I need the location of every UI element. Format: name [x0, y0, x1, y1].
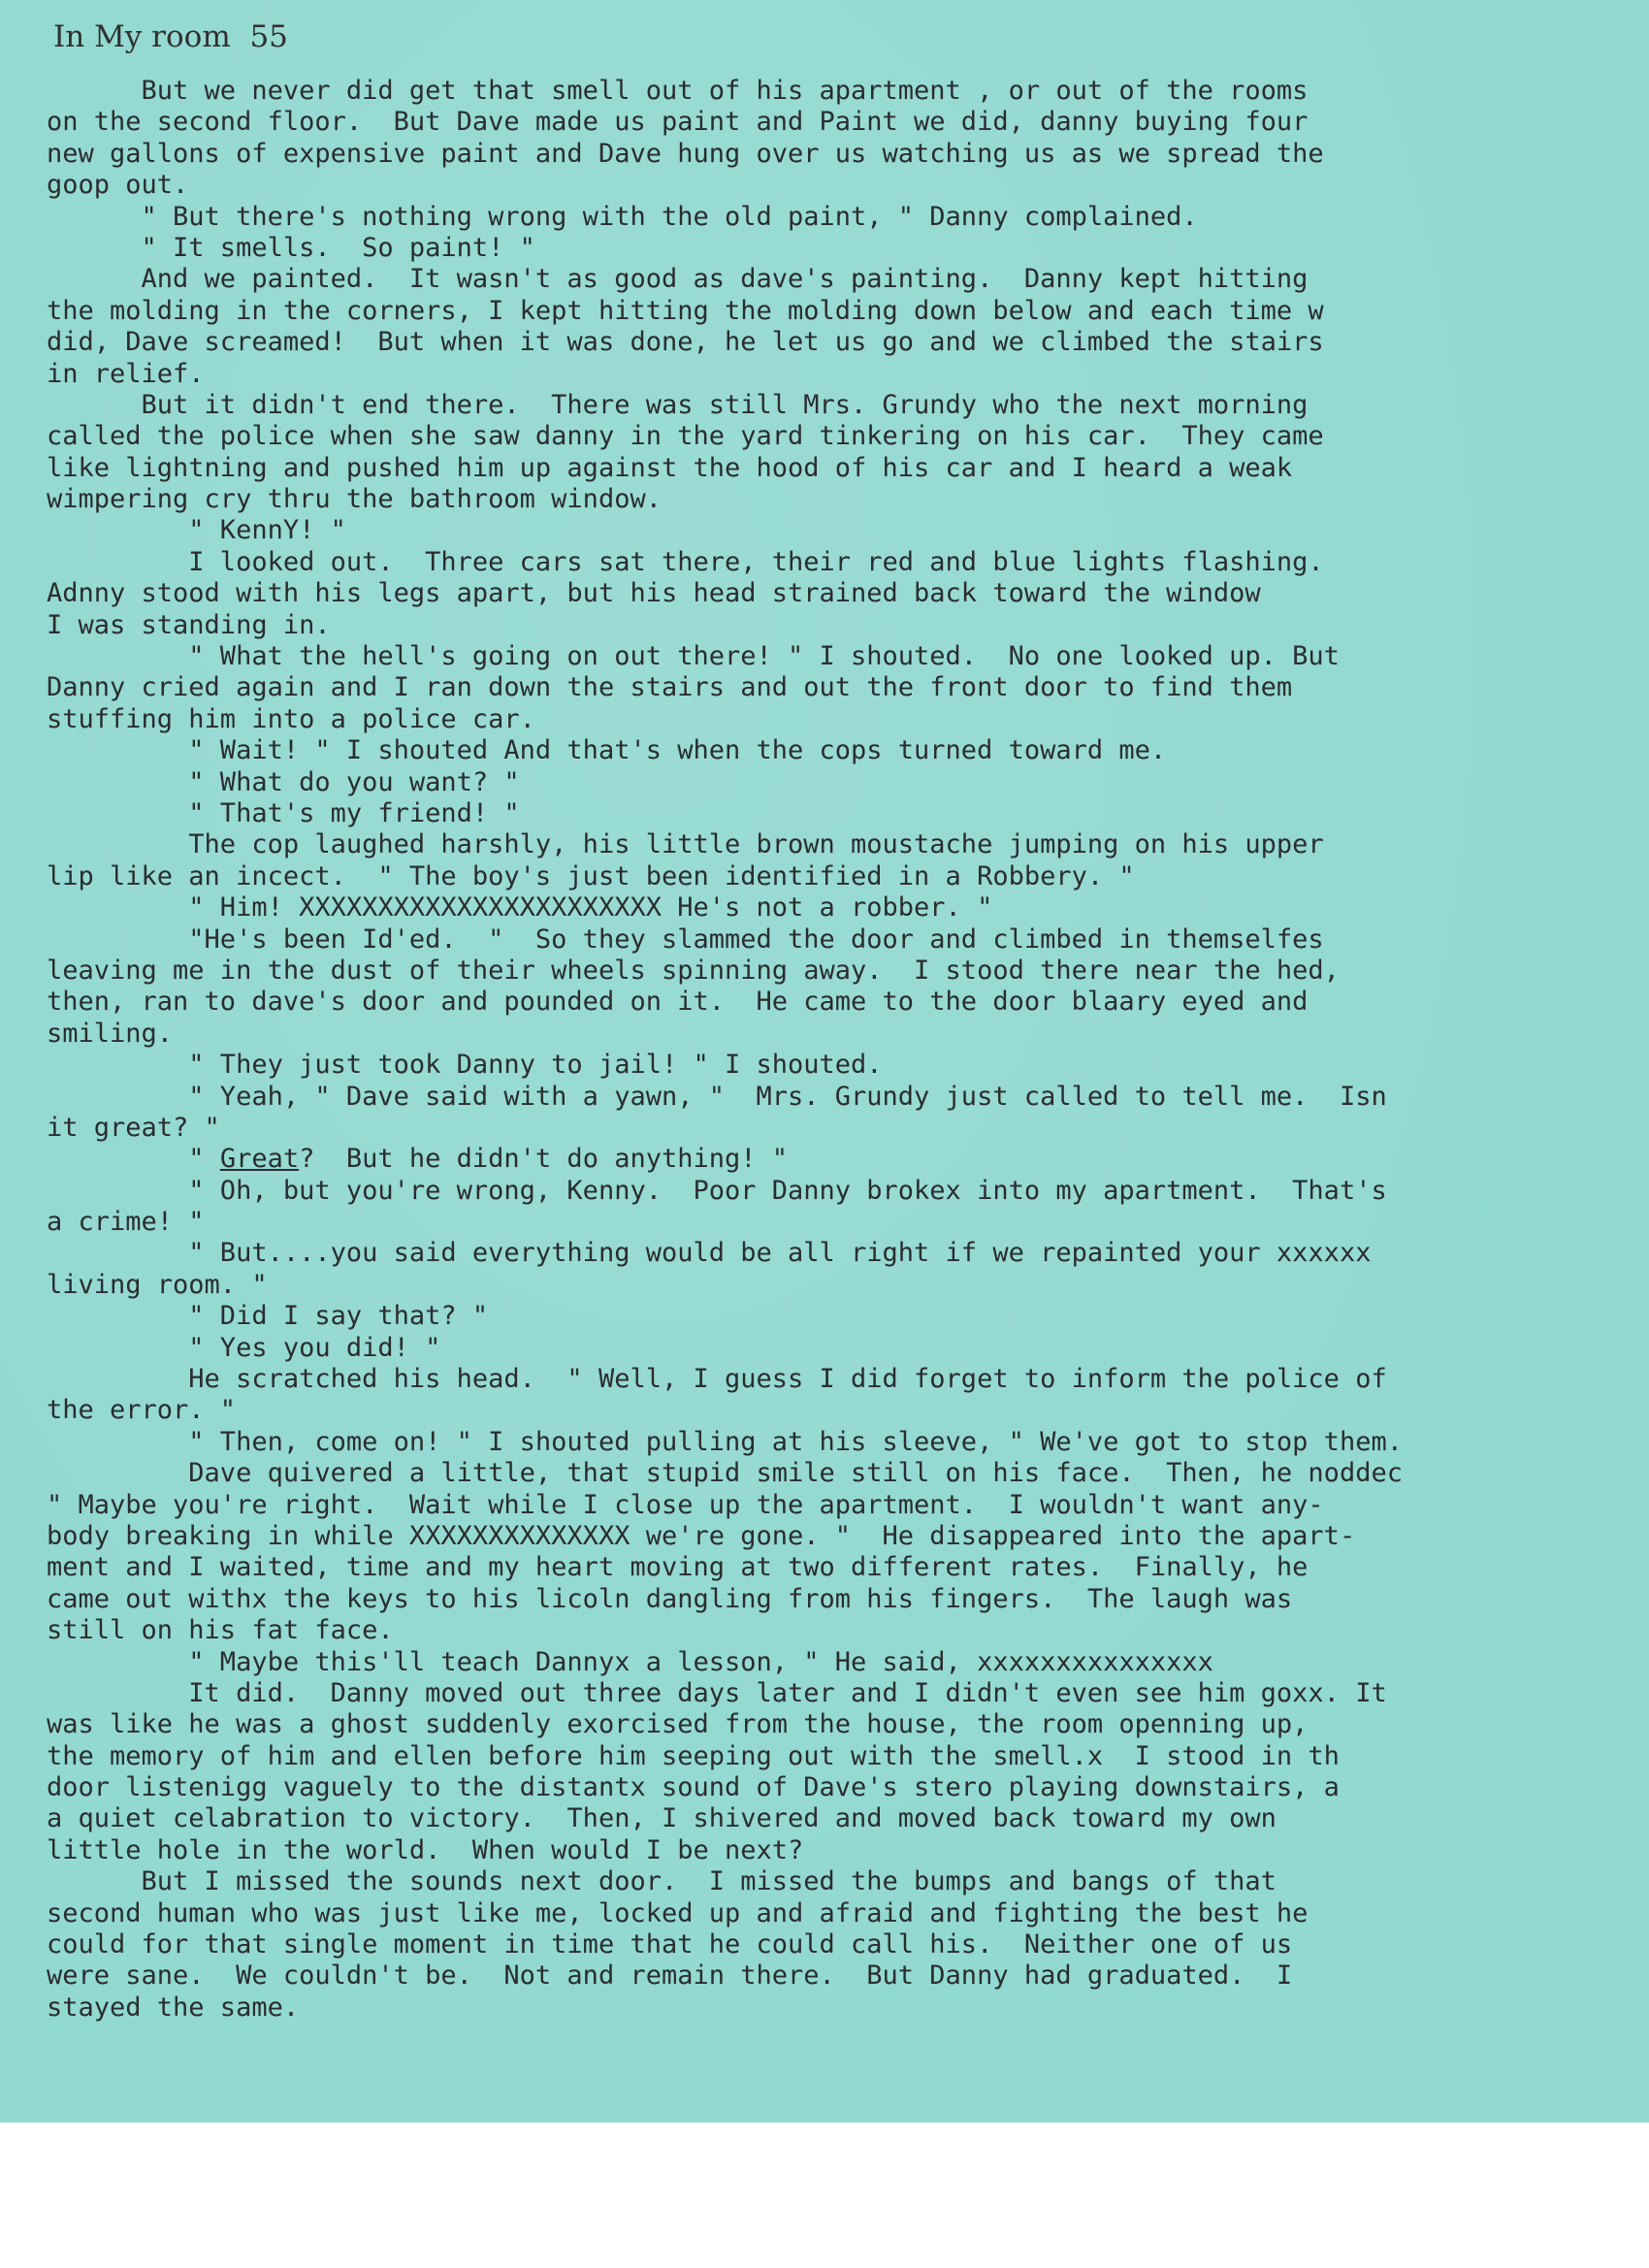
text-line: then, ran to dave's door and pounded on it. He came to the door blaary eyed and — [47, 987, 1309, 1018]
text-line: "He's been Id'ed. " So they slammed the door and climbed in themselfes — [47, 923, 1324, 955]
text-line: was like he was a ghost suddenly exorcised from the house, the room openning up, — [47, 1709, 1309, 1740]
text-line: But it didn't end there. There was still Mrs. Grundy who the next morning — [47, 389, 1309, 420]
text-line: Adnny stood with his legs apart, but his head strained back toward the window — [47, 578, 1261, 609]
text-line: But we never did get that smell out of his apartment , or out of the rooms — [47, 76, 1309, 106]
text-line: I looked out. Three cars sat there, their red and blue lights flashing. — [47, 546, 1324, 577]
text-line: " Him! XXXXXXXXXXXXXXXXXXXXXXX He's not a robber. " — [47, 892, 993, 923]
text-line: " Wait! " I shouted And that's when the cops turned toward me. — [47, 735, 1167, 766]
text-line: the memory of him and ellen before him seeping out with the smell.x I stood in th — [47, 1740, 1340, 1771]
text-line: a crime! " — [47, 1207, 205, 1238]
text-line: like lightning and pushed him up against the hood of his car and I heard a weak — [47, 452, 1293, 483]
text-line: lip like an incect. " The boy's just been identified in a Robbery. " — [47, 860, 1135, 891]
text-line: stuffing him into a police car. — [47, 703, 535, 734]
underlined-word: Great — [219, 1144, 300, 1175]
text-line: " What the hell's going on out there! " I shouted. No one looked up. But — [47, 641, 1340, 672]
text-line: body breaking in while XXXXXXXXXXXXXX we're gone. " He disappeared into the apart- — [47, 1520, 1356, 1551]
text-line: " Maybe you're right. Wait while I close up the apartment. I wouldn't want any- — [47, 1489, 1324, 1520]
text-line: stayed the same. — [47, 1992, 300, 2023]
text-line: goop out. — [47, 170, 189, 201]
text-line: The cop laughed harshly, his little brown moustache jumping on his upper — [47, 829, 1324, 860]
text-line: new gallons of expensive paint and Dave hung over us watching us as we spread the — [47, 138, 1324, 169]
page-body — [47, 76, 1649, 2024]
text-line: called the police when she saw danny in the yard tinkering on his car. They came — [47, 421, 1324, 452]
text-line: it great? " — [47, 1112, 220, 1143]
text-line: " But....you said everything would be all right if we repainted your xxxxxx — [47, 1238, 1372, 1269]
text-line: ment and I waited, time and my heart moving at two different rates. Finally, he — [47, 1552, 1309, 1583]
text-line: " That's my friend! " — [47, 797, 520, 828]
text-line: the error. " — [47, 1395, 237, 1426]
text-line: were sane. We couldn't be. Not and remain there. But Danny had graduated. I — [47, 1960, 1293, 1992]
text-line: in relief. — [47, 358, 205, 389]
text-line: little hole in the world. When would I be next? — [47, 1834, 804, 1865]
text-line: wimpering cry thru the bathroom window. — [47, 484, 662, 515]
text-line: " Yeah, " Dave said with a yawn, " Mrs. Grundy just called to tell me. Isn — [47, 1081, 1387, 1112]
text-line: second human who was just like me, locked up and afraid and fighting the best he — [47, 1897, 1309, 1928]
great-line-suffix: ? But he didn't do anything! " — [299, 1144, 789, 1175]
text-line: I was standing in. — [47, 609, 331, 640]
text-line: still on his fat face. — [47, 1615, 394, 1646]
text-line: came out withx the keys to his licoln dangling from his fingers. The laugh was — [47, 1583, 1293, 1614]
header-title: In My room — [53, 19, 231, 54]
text-line: And we painted. It wasn't as good as dave's painting. Danny kept hitting — [47, 264, 1309, 295]
text-line: smiling. — [47, 1018, 174, 1049]
text-line: Danny cried again and I ran down the stairs and out the front door to find them — [47, 672, 1293, 703]
text-line: door listenigg vaguely to the distantx sound of Dave's stero playing downstairs, a — [47, 1772, 1340, 1803]
text-line: " They just took Danny to jail! " I shouted. — [47, 1050, 883, 1081]
text-line: did, Dave screamed! But when it was done, he let us go and we climbed the stairs — [47, 327, 1324, 358]
text-line: But I missed the sounds next door. I missed the bumps and bangs of that — [47, 1866, 1277, 1897]
text-line: " Did I say that? " — [47, 1301, 489, 1332]
text-line: " Then, come on! " I shouted pulling at his sleeve, " We've got to stop them. — [47, 1426, 1403, 1457]
text-line: leaving me in the dust of their wheels spinning away. I stood there near the hed, — [47, 955, 1340, 986]
text-line: " It smells. So paint! " — [47, 232, 535, 263]
text-line: " KennY! " — [47, 515, 346, 546]
text-line: " Yes you did! " — [47, 1332, 441, 1363]
text-line: " Oh, but you're wrong, Kenny. Poor Danny brokex into my apartment. That's — [47, 1175, 1387, 1206]
text-line: " But there's nothing wrong with the old paint, " Danny complained. — [47, 201, 1198, 232]
text-line: It did. Danny moved out three days later and I didn't even see him goxx. It — [47, 1677, 1387, 1708]
text-line: could for that single moment in time that he could call his. Neither one of us — [47, 1929, 1293, 1960]
text-line: the molding in the corners, I kept hitting the molding down below and each time w — [47, 295, 1324, 326]
page-number: 55 — [249, 19, 288, 54]
great-line-prefix: " — [47, 1144, 220, 1175]
text-line: " Maybe this'll teach Dannyx a lesson, " He said, xxxxxxxxxxxxxxx — [47, 1646, 1213, 1677]
text-line-great — [47, 1144, 1649, 1175]
page-header — [53, 19, 288, 54]
text-line: Dave quivered a little, that stupid smile still on his face. Then, he noddec — [47, 1458, 1403, 1489]
text-line: a quiet celabration to victory. Then, I shivered and moved back toward my own — [47, 1803, 1277, 1834]
text-line: on the second floor. But Dave made us paint and Paint we did, danny buying four — [47, 107, 1309, 138]
text-line: He scratched his head. " Well, I guess I did forget to inform the police of — [47, 1364, 1387, 1395]
text-line: " What do you want? " — [47, 766, 520, 797]
text-line: living room. " — [47, 1269, 268, 1300]
